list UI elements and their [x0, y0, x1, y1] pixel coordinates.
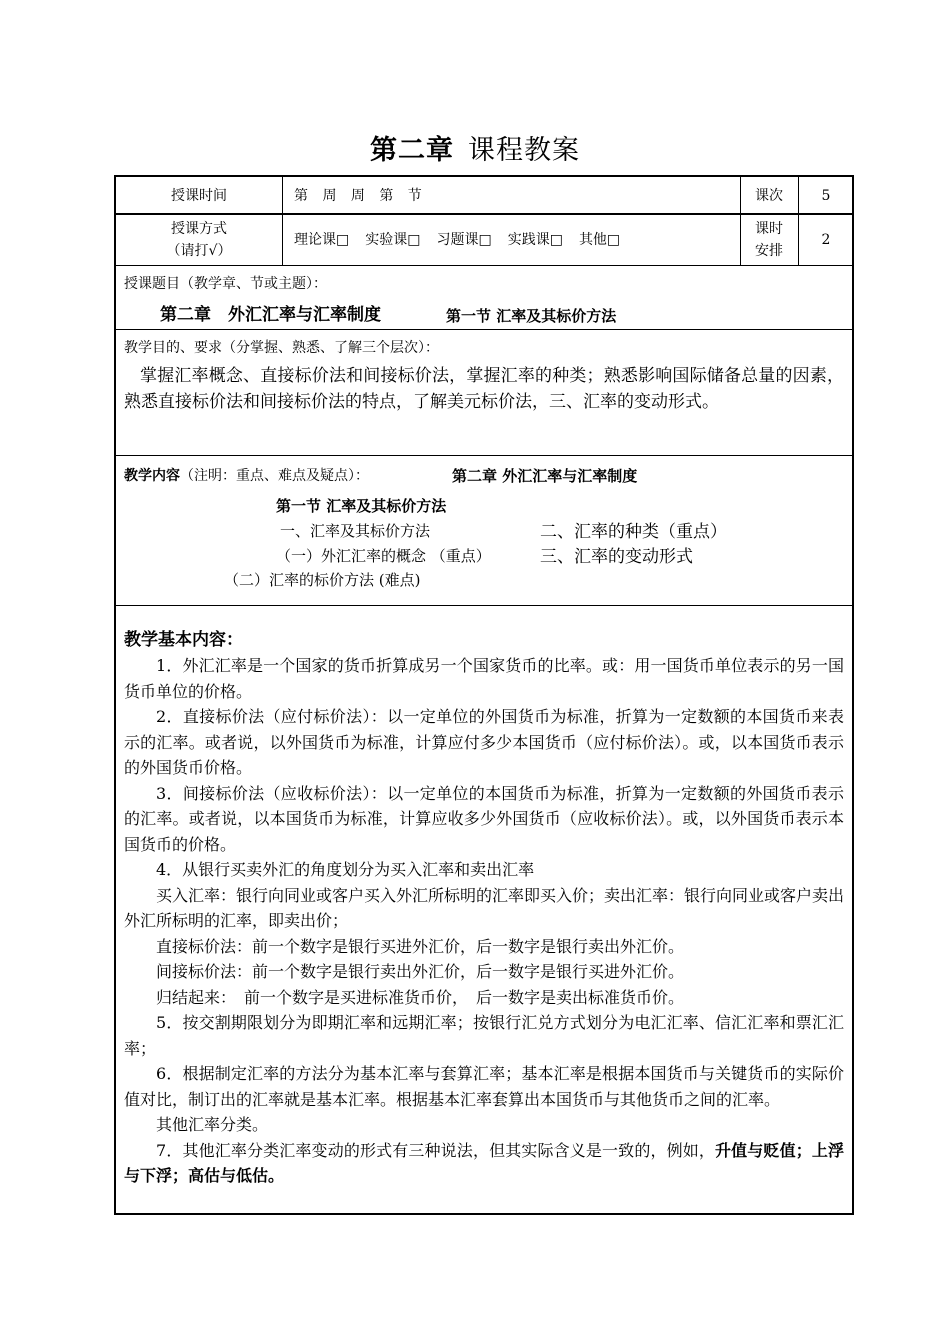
basic-paragraph-4: 4．从银行买卖外汇的角度划分为买入汇率和卖出汇率: [156, 860, 535, 879]
teaching-mode-label-line1: 授课方式: [171, 221, 227, 237]
option-lab-checkbox[interactable]: 实验课□: [365, 232, 421, 248]
content-section: 第一节 汇率及其标价方法: [276, 497, 447, 515]
class-hours-label-line2: 安排: [755, 243, 783, 259]
row-divider: [116, 265, 852, 266]
session-count-value: 5: [821, 188, 831, 204]
teaching-mode-label-line2: （请打√）: [166, 243, 232, 259]
class-time-value: 第 周 周 第 节: [294, 188, 422, 204]
option-practice-checkbox[interactable]: 实践课□: [507, 232, 563, 248]
basic-content-heading: 教学基本内容：: [124, 630, 243, 650]
content-heading: [124, 465, 369, 487]
basic-paragraph-3: 3．间接标价法（应收标价法）：以一定单位的本国货币为标准，折算为一定数额的外国货币表示的汇率。或者说，以本国货币为标准，计算应收多少外国货币（应收标价法）。或，以外国货币表示本国货币的价格。: [124, 783, 844, 854]
basic-content: [124, 627, 844, 1189]
class-time-label: 授课时间: [171, 188, 227, 204]
basic-paragraph-1: 1．外汇汇率是一个国家的货币折算成另一个国家货币的比率。或：用一国货币单位表示的另一国货币单位的价格。: [124, 656, 844, 701]
objectives-heading: 教学目的、要求（分掌握、熟悉、了解三个层次）：: [124, 340, 439, 356]
basic-paragraph-2: 2．直接标价法（应付标价法）：以一定单位的外国货币为标准，折算为一定数额的本国货币来表示的汇率。或者说，以外国货币为标准，计算应付多少本国货币（应付标价法）。或，以本国货币表示的外国货币价格。: [124, 707, 844, 777]
teaching-mode-label: [116, 218, 282, 262]
basic-paragraph-9: 5．按交割期限划分为即期汇率和远期汇率；按银行汇兑方式划分为电汇汇率、信汇汇率和票汇汇率；: [124, 1013, 844, 1058]
row-divider: [116, 329, 852, 330]
class-hours-label: [740, 218, 798, 262]
outline-item-1: 一、汇率及其标价方法: [280, 522, 431, 540]
option-theory-checkbox[interactable]: 理论课□: [294, 232, 350, 248]
content-heading-note: （注明：重点、难点及疑点）：: [180, 468, 369, 484]
row-divider: [116, 455, 852, 456]
title-chapter: 第二章: [370, 135, 454, 166]
topic-chapter: 第二章 外汇汇率与汇率制度: [160, 305, 381, 325]
title-text: 课程教案: [468, 135, 580, 166]
lesson-plan-table: [114, 175, 854, 1215]
outline-item-1-1: （一）外汇汇率的概念 （重点）: [276, 547, 491, 565]
session-count-label: 课次: [755, 188, 783, 204]
class-hours-label-line1: 课时: [755, 221, 783, 237]
outline-item-1-2: （二）汇率的标价方法 (难点): [224, 571, 421, 589]
content-chapter: 第二章 外汇汇率与汇率制度: [452, 467, 638, 485]
basic-paragraph-10: 6．根据制定汇率的方法分为基本汇率与套算汇率；基本汇率是根据本国货币与关键货币的实际价值对比，制订出的汇率就是基本汇率。根据基本汇率套算出本国货币与其他货币之间的汇率。: [124, 1064, 844, 1109]
basic-paragraph-12-emphasis: 升值与贬值；上浮与下浮；高估与低估。: [124, 1140, 844, 1185]
class-hours-value: 2: [821, 232, 831, 248]
topic-section: 第一节 汇率及其标价方法: [446, 307, 617, 325]
page-title: [0, 131, 950, 171]
basic-paragraph-7: 间接标价法：前一个数字是银行卖出外汇价，后一数字是银行买进外汇价。: [156, 962, 685, 981]
topic-heading: 授课题目（教学章、节或主题）：: [124, 276, 327, 292]
row-divider: [116, 213, 852, 215]
teaching-mode-options: [294, 229, 636, 251]
option-exercise-checkbox[interactable]: 习题课□: [436, 232, 492, 248]
basic-paragraph-12-text: 7．其他汇率分类汇率变动的形式有三种说法，但其实际含义是一致的，例如，: [156, 1140, 716, 1160]
row-divider: [116, 605, 852, 606]
option-other-checkbox[interactable]: 其他□: [578, 232, 621, 248]
basic-paragraph-6: 直接标价法：前一个数字是银行买进外汇价，后一数字是银行卖出外汇价。: [156, 936, 685, 956]
col-divider: [282, 177, 283, 265]
content-heading-bold: 教学内容: [124, 468, 180, 484]
basic-paragraph-11: 其他汇率分类。: [156, 1115, 269, 1134]
basic-paragraph-5: 买入汇率：银行向同业或客户买入外汇所标明的汇率即买入价；卖出汇率：银行向同业或客户卖出外汇所标明的汇率，即卖出价；: [124, 885, 845, 930]
outline-item-2: 二、汇率的种类（重点）: [540, 522, 727, 542]
outline-item-3: 三、汇率的变动形式: [540, 547, 693, 567]
objectives-text: 掌握汇率概念、直接标价法和间接标价法，掌握汇率的种类；熟悉影响国际储备总量的因素，熟悉直接标价法和间接标价法的特点，了解美元标价法，三、汇率的变动形式。: [124, 366, 844, 412]
basic-paragraph-12: [124, 1138, 844, 1189]
basic-paragraph-8: 归结起来： 前一个数字是买进标准货币价， 后一数字是卖出标准货币价。: [156, 987, 685, 1007]
